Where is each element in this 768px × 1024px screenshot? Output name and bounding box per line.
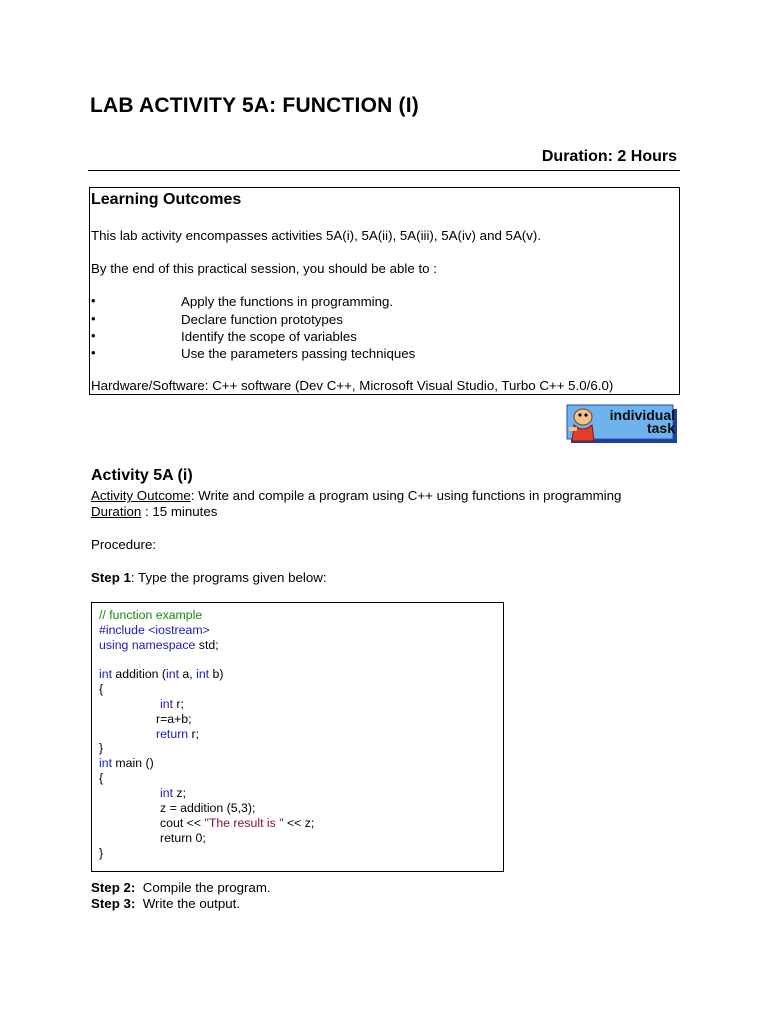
bullet-icon: • — [91, 293, 96, 308]
header-divider — [88, 170, 680, 171]
code-brace: { — [99, 771, 104, 785]
learning-outcomes-intro: This lab activity encompasses activities 5A(i), 5A(ii), 5A(iii), 5A(iv) and 5A(v). — [91, 228, 542, 243]
code-main-signature: int main () — [99, 756, 154, 770]
code-brace: } — [99, 741, 104, 755]
learning-outcomes-lead: By the end of this practical session, you should be able to : — [91, 261, 437, 276]
step-2-label: Step 2: — [91, 880, 136, 895]
outcome-item: Identify the scope of variables — [181, 329, 357, 344]
step-1-label: Step 1 — [91, 570, 131, 585]
page-title: LAB ACTIVITY 5A: FUNCTION (I) — [90, 94, 419, 117]
badge-line1: individual — [609, 407, 675, 423]
step-3-text: Write the output. — [142, 896, 241, 911]
learning-outcomes-title: Learning Outcomes — [91, 191, 242, 208]
code-comment: // function example — [99, 608, 203, 622]
outcome-item: Apply the functions in programming. — [181, 294, 394, 309]
code-cout: cout << "The result is " << z; — [160, 816, 315, 830]
code-return-r: return r; — [156, 727, 200, 741]
activity-duration-text: : 15 minutes — [141, 504, 218, 519]
step-1 — [91, 570, 327, 585]
code-decl-z: int z; — [160, 786, 186, 800]
step-1-text: : Type the programs given below: — [130, 570, 327, 585]
code-return-0: return 0; — [160, 831, 206, 845]
learning-outcomes-box — [89, 187, 680, 395]
individual-task-badge — [565, 403, 679, 445]
bullet-icon: • — [91, 345, 96, 360]
step-3-label: Step 3: — [91, 896, 136, 911]
outcome-item: Declare function prototypes — [181, 312, 343, 327]
outcome-item: Use the parameters passing techniques — [181, 346, 416, 361]
code-addition-signature: int addition (int a, int b) — [99, 667, 224, 681]
badge-line2: task — [646, 420, 675, 436]
procedure-label: Procedure: — [91, 537, 157, 552]
hardware-software-line: Hardware/Software: C++ software (Dev C++, Microsoft Visual Studio, Turbo C++ 5.0/6.0) — [91, 378, 614, 393]
step-2-text: Compile the program. — [142, 880, 271, 895]
bullet-icon: • — [91, 328, 96, 343]
step-2 — [91, 880, 271, 895]
code-include: #include <iostream> — [99, 623, 210, 637]
code-decl-r: int r; — [160, 697, 184, 711]
duration-label: Duration: 2 Hours — [541, 148, 677, 165]
activity-duration-label: Duration — [91, 504, 142, 519]
activity-outcome — [91, 488, 621, 503]
code-brace: } — [99, 846, 104, 860]
code-assign-z: z = addition (5,3); — [160, 801, 256, 815]
activity-outcome-text: : Write and compile a program using C++ using functions in programming — [190, 488, 622, 503]
activity-outcome-label: Activity Outcome — [91, 488, 191, 503]
code-using: using namespace std; — [99, 638, 219, 652]
code-brace: { — [99, 682, 104, 696]
activity-title: Activity 5A (i) — [91, 467, 193, 484]
step-3 — [91, 896, 240, 911]
bullet-icon: • — [91, 311, 96, 326]
activity-duration — [91, 504, 217, 519]
code-assign-r: r=a+b; — [156, 712, 192, 726]
